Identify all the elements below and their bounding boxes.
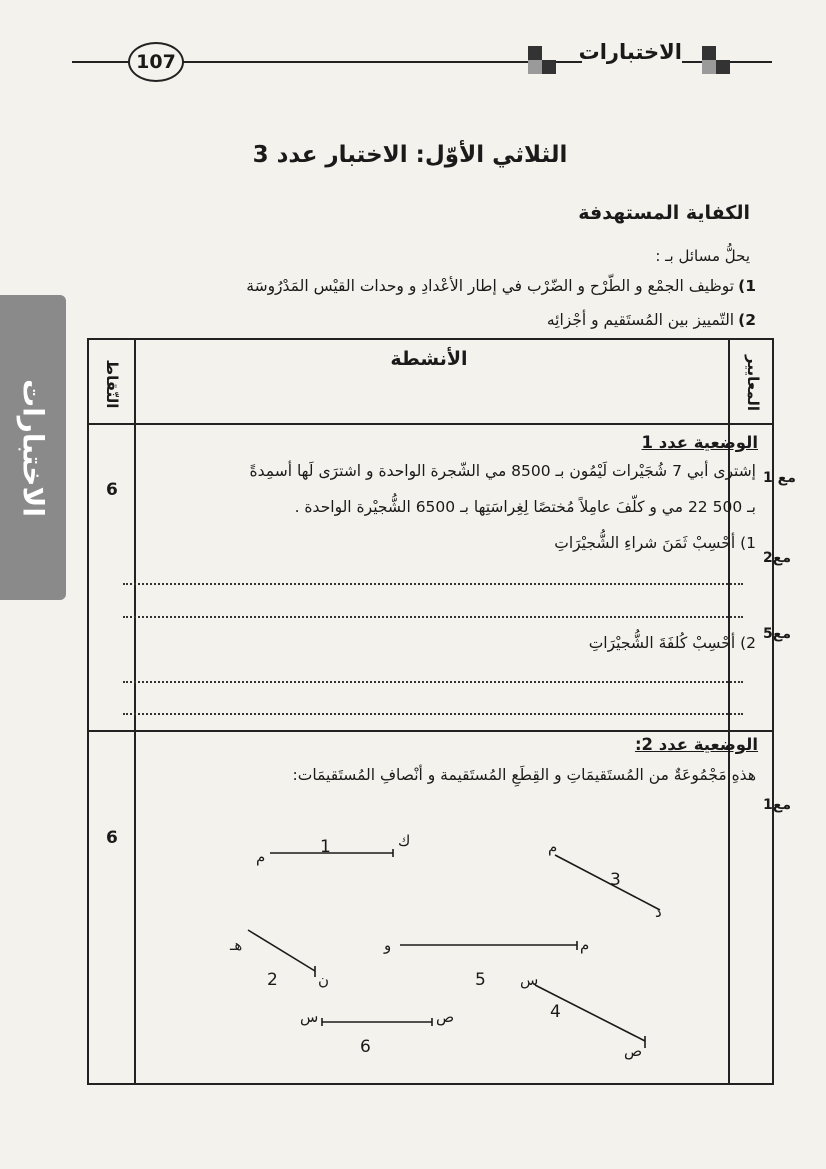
figure-label: ص xyxy=(436,1008,455,1026)
situation-1-title: الوضعية عدد 1 xyxy=(641,433,758,452)
header-points: النّقاط xyxy=(103,359,121,409)
figure-label: ك xyxy=(398,832,411,850)
objective-number: 2) xyxy=(738,311,756,329)
criterion-2: مع2 xyxy=(763,550,791,566)
situation-1-line-1: إشترى أبي 7 شُجَيْرات لَيْمُون بـ 8500 مي الشّجرة الواحدة و اشترَى لَها أسمِدةً xyxy=(249,462,756,480)
situation-1-points: 6 xyxy=(106,480,118,500)
figure-label: س xyxy=(520,971,539,989)
situation-2-criterion: مع1 xyxy=(763,797,791,813)
figure-label: ص xyxy=(624,1042,643,1060)
objective-text: التّمييز بين المُستَقيم و أجْزائِه xyxy=(546,311,735,329)
figure-label: م xyxy=(256,848,266,866)
situation-1-line-2: بـ 500 22 مي و كلّفَ عامِلاً مُختصًا لِغِراسَتِها بـ 6500 الشُّجيْرة الواحدة . xyxy=(294,498,756,516)
figure-label: و xyxy=(384,936,392,954)
figure-label: ن xyxy=(318,971,330,989)
competency-intro: يحلُّ مسائل بـ : xyxy=(655,247,750,265)
figure-label: م xyxy=(548,838,558,856)
page-number: 107 xyxy=(128,42,184,82)
objective-number: 1) xyxy=(738,277,756,295)
figure-label: هـ xyxy=(230,936,243,954)
figure-number-2: 2 xyxy=(267,970,278,990)
figure-number-3: 3 xyxy=(610,870,621,890)
section-title: الاختبارات xyxy=(578,40,682,64)
page-title: الثلاثي الأوّل: الاختبار عدد 3 xyxy=(252,142,568,168)
situation-2-points: 6 xyxy=(106,828,118,848)
figure-number-6: 6 xyxy=(360,1037,371,1057)
figure-number-4: 4 xyxy=(550,1002,561,1022)
figure-line-2 xyxy=(248,930,315,971)
header-criteria: المعايير xyxy=(744,354,762,411)
header-activities: الأنشطة xyxy=(390,348,468,370)
figure-label: د xyxy=(655,903,662,921)
criterion-1: مع 1 xyxy=(763,470,796,486)
situation-2-text: هذهِ مَجْمُوعَةٌ من المُستَقيمَاتِ و القِطَعِ المُستَقيمة و أنْصافِ المُستَقيمَات: xyxy=(292,766,756,784)
criterion-5: مع5 xyxy=(763,626,791,642)
situation-2-title: الوضعية عدد 2: xyxy=(634,735,758,754)
figure-line-3 xyxy=(555,855,660,910)
competency-heading: الكفاية المستهدفة xyxy=(578,202,750,224)
figure-label: م xyxy=(580,936,590,954)
figure-number-1: 1 xyxy=(320,837,331,857)
question-2: 2) أحْسِبْ كُلفَةَ الشُّجيْرَاتِ xyxy=(588,634,756,652)
objective-text: توظيف الجمْع و الطّرْح و الضّرْب في إطار الأعْدادِ و وحدات القيْس المَدْرُوسَة xyxy=(246,277,735,295)
question-1: 1) أحْسِبْ ثَمَنَ شراءِ الشُّجيْرَاتِ xyxy=(554,534,756,552)
figure-number-5: 5 xyxy=(475,970,486,990)
figure-label: س xyxy=(300,1008,319,1026)
side-tab-label: الاختبارات xyxy=(16,378,50,517)
